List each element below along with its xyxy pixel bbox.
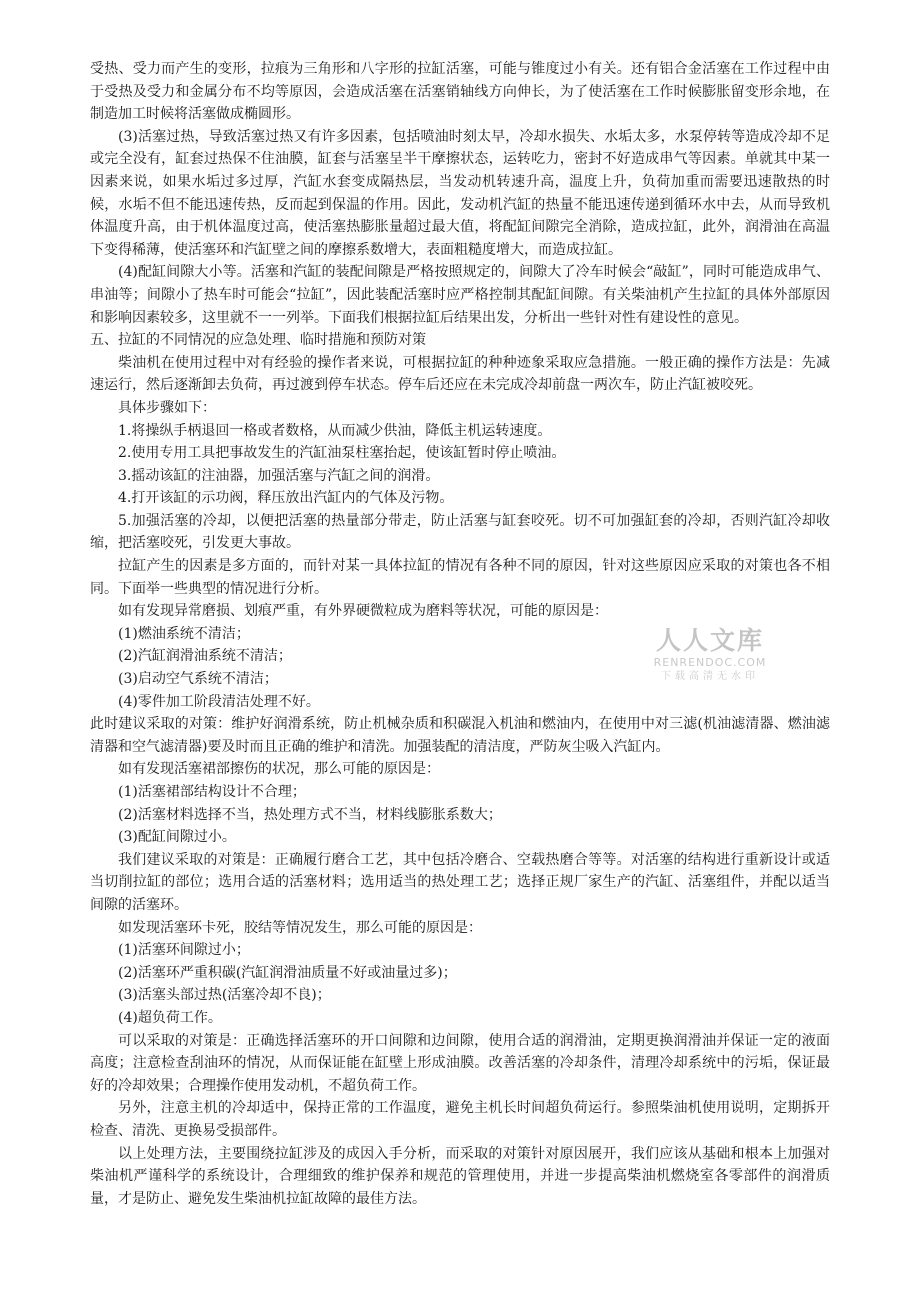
paragraph: (1)燃油系统不清洁； [118,625,250,642]
paragraph: 5.加强活塞的冷却，以便把活塞的热量部分带走，防止活塞与缸套咬死。切不可加强缸套的冷却，否则汽缸冷却收缩，把活塞咬死，引发更大事故。 [90,512,830,552]
paragraph: 我们建议采取的对策是：正确履行磨合工艺，其中包括冷磨合、空载热磨合等等。对活塞的结构进行重新设计或适当切削拉缸的部位；选用合适的活塞材料；选用适当的热处理工艺；选择正规厂家生产的汽缸、活塞组件，并配以适当间隙的活塞环。 [90,851,830,913]
paragraph: 4.打开该缸的示功阀，释压放出汽缸内的气体及污物。 [118,490,454,507]
paragraph: 拉缸产生的因素是多方面的，而针对某一具体拉缸的情况有各种不同的原因，针对这些原因应采取的对策也各不相同。下面举一些典型的情况进行分析。 [90,558,830,597]
watermark-url: RENRENDOC.COM [653,656,767,669]
paragraph: 如有发现异常磨损、划痕严重，有外界硬微粒成为磨料等状况，可能的原因是： [118,603,608,620]
paragraph: (3)启动空气系统不清洁； [118,671,278,688]
paragraph: (3)活塞过热，导致活塞过热又有许多因素，包括喷油时刻太早，冷却水损失、水垢太多，水泵停转等造成冷却不足或完全没有，缸套过热保不住油膜，缸套与活塞呈半干摩擦状态，运转吃力，密封不好造成串气等因素。单就其中某一因素来说，如果水垢过多过厚，汽缸水套变成隔热层，当发动机转速升高，温度上升，负荷加重而需要迅速散热的时候，水垢不但不能迅速传热，反而起到保温的作用。因此，发动机汽缸的热量不能迅速传递到循环水中去，从而导致机体温度升高，由于机体温度过高，使活塞热膨胀量超过最大值，将配缸间隙完全消除，造成拉缸，此外，润滑油在高温下变得稀薄，使活塞环和汽缸壁之间的摩擦系数增大，表面粗糙度增大，而造成拉缸。 [90,128,830,258]
paragraph: (3)活塞头部过热(活塞冷却不良)； [118,987,331,1004]
watermark-subtitle: 下载高清无水印 [661,671,759,682]
paragraph: 如发现活塞环卡死，胶结等情况发生，那么可能的原因是： [118,919,482,936]
paragraph: (4)超负荷工作。 [118,1009,222,1026]
paragraph: (1)活塞裙部结构设计不合理； [118,784,306,800]
paragraph: 另外，注意主机的冷却适中，保持正常的工作温度，避免主机长时间超负荷运行。参照柴油机使用说明，定期拆开检查、清洗、更换易受损部件。 [90,1100,830,1139]
paragraph: 以上处理方法，主要围绕拉缸涉及的成因入手分析，而采取的对策针对原因展开，我们应该从基础和根本上加强对柴油机严谨科学的系统设计，合理细致的维护保养和规范的管理使用，并进一步提高柴油机燃烧室各零部件的润滑质量，才是防止、避免发生柴油机拉缸故障的最佳方法。 [90,1145,830,1207]
paragraph: 1.将操纵手柄退回一格或者数格，从而减少供油，降低主机运转速度。 [118,422,552,439]
paragraph: 2.使用专用工具把事故发生的汽缸油泵柱塞抬起，使该缸暂时停止喷油。 [118,445,566,462]
paragraph: 五、拉缸的不同情况的应急处理、临时措施和预防对策 [90,332,426,349]
paragraph: (2)活塞环严重积碳(汽缸润滑油质量不好或油量过多)； [118,964,457,981]
paragraph: (4)零件加工阶段清洁处理不好。 [118,693,320,710]
paragraph: 受热、受力而产生的变形，拉痕为三角形和八字形的拉缸活塞，可能与锥度过小有关。还有铝合金活塞在工作过程中由于受热及受力和金属分布不均等原因，会造成活塞在活塞销轴线方向伸长，为了使活塞在工作时候膨胀留变形余地，在制造加工时候将活塞做成椭圆形。 [90,61,830,123]
paragraph: (2)活塞材料选择不当，热处理方式不当，材料线膨胀系数大； [118,806,502,823]
watermark-title: 人人文库 [655,626,764,655]
paragraph: 可以采取的对策是：正确选择活塞环的开口间隙和边间隙，使用合适的润滑油，定期更换润滑油并保证一定的液面高度；注意检查刮油环的情况，从而保证能在缸壁上形成油膜。改善活塞的冷却条件，清理冷却系统中的污垢，保证最好的冷却效果；合理操作使用发动机，不超负荷工作。 [90,1032,830,1094]
watermark [646,626,774,684]
paragraph: (3)配缸间隙过小。 [118,829,236,846]
paragraph: 如有发现活塞裙部擦伤的状况，那么可能的原因是： [118,761,440,778]
paragraph: (2)汽缸润滑油系统不清洁； [118,648,292,665]
paragraph: 具体步骤如下： [118,399,216,416]
paragraph: 3.摇动该缸的注油器，加强活塞与汽缸之间的润滑。 [118,467,440,484]
paragraph: 此时建议采取的对策：维护好润滑系统，防止机械杂质和积碳混入机油和燃油内，在使用中对三滤(机油滤清器、燃油滤清器和空气滤清器)要及时而且正确的维护和清洗。加强装配的清洁度，严防灰尘吸入汽缸内。 [90,716,830,755]
paragraph: (4)配缸间隙大小等。活塞和汽缸的装配间隙是严格按照规定的，间隙大了冷车时候会“敲缸”，同时可能造成串气、串油等；间隙小了热车时可能会“拉缸”，因此装配活塞时应严格控制其配缸间隙。有关柴油机产生拉缸的具体外部原因和影响因素较多，这里就不一一列举。下面我们根据拉缸后结果出发，分析出一些针对性有建设性的意见。 [90,264,830,326]
paragraph: 柴油机在使用过程中对有经验的操作者来说，可根据拉缸的种种迹象采取应急措施。一般正确的操作方法是：先减速运行，然后逐渐卸去负荷，再过渡到停车状态。停车后还应在未完成冷却前盘一两次车，防止汽缸被咬死。 [90,354,830,394]
paragraph: (1)活塞环间隙过小； [118,942,250,959]
